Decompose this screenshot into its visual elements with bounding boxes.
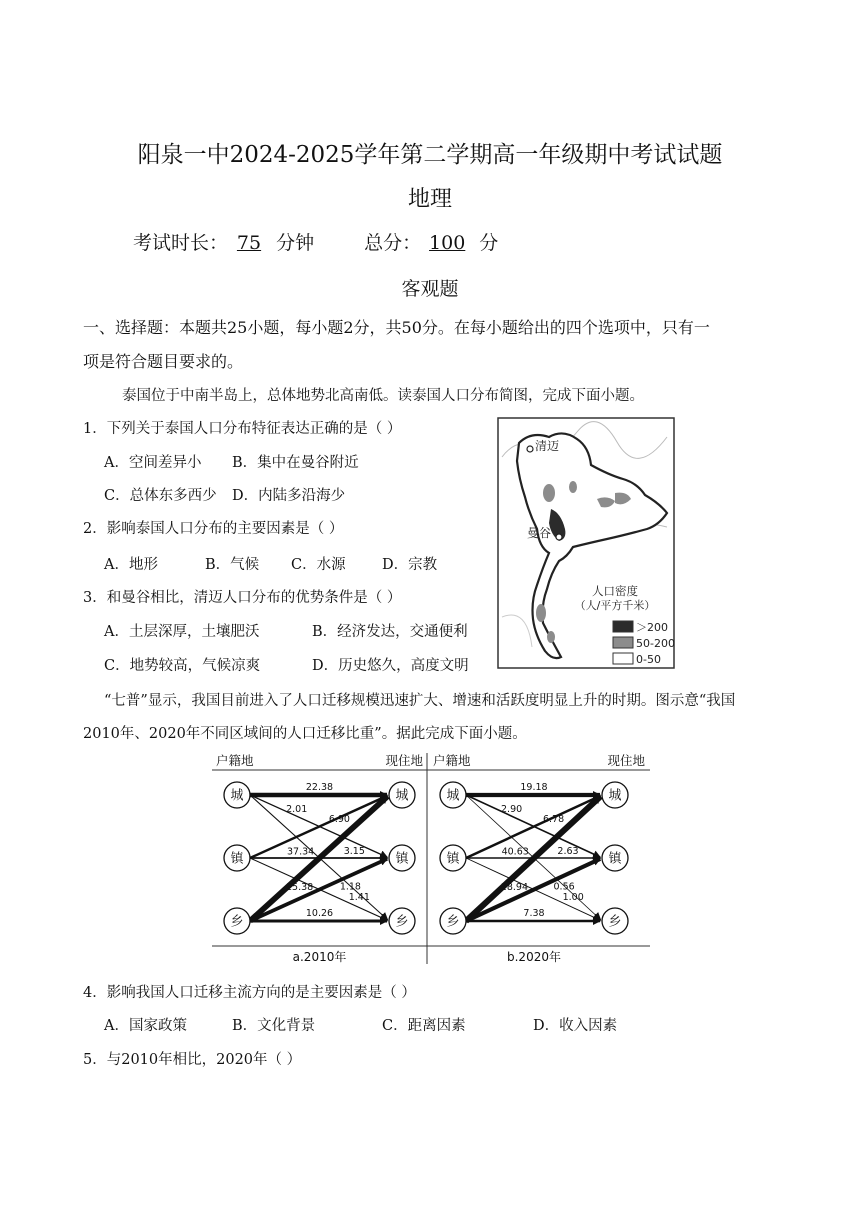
q3-option-a[interactable]: A．土层深厚，土壤肥沃 [104,624,260,640]
flow-value-label: 15.38 [285,881,314,893]
bangkok-label: 曼谷 [527,526,552,540]
q2-option-d[interactable]: D．宗教 [382,557,438,573]
passage-2-line-2: 2010年、2020年不同区域间的人口迁移比重”。据此完成下面小题。 [83,726,527,742]
node-label: 城 [446,788,460,804]
q2-option-c[interactable]: C．水源 [291,557,346,573]
passage-2-line-1: “七普”显示，我国目前进入了人口迁移规模迅速扩大、增速和活跃度明显上升的时期。图示意“我国 [104,693,736,709]
legend-label-low: 0-50 [636,653,661,666]
flow-value-label: 7.38 [523,908,545,919]
q4-option-b[interactable]: B．文化背景 [232,1018,316,1034]
node-label: 城 [230,788,244,804]
q3-option-b[interactable]: B．经济发达，交通便利 [312,624,468,640]
node-label: 镇 [230,851,244,867]
q3-option-d[interactable]: D．历史悠久，高度文明 [312,658,469,674]
exam-subject: 地理 [407,187,452,212]
score-unit: 分 [479,232,499,254]
question-4-stem: 4．影响我国人口迁移主流方向的是主要因素是（ ） [83,985,416,1001]
thailand-population-map [497,417,675,669]
time-label: 考试时长： [133,232,229,254]
passage-1: 泰国位于中南半岛上，总体地势北高南低。读泰国人口分布简图，完成下面小题。 [122,388,644,404]
flow-value-label: 37.34 [286,846,315,858]
question-3-stem: 3．和曼谷相比，清迈人口分布的优势条件是（ ） [83,590,402,606]
node-label: 乡 [230,914,244,930]
node-label: 乡 [608,914,622,930]
flow-value-label: 1.00 [562,892,584,904]
chiang-mai-label: 清迈 [535,439,560,453]
legend-title: 人口密度 [592,584,638,598]
q4-option-d[interactable]: D．收入因素 [533,1018,618,1034]
legend-swatch-low [613,653,633,664]
exam-title: 阳泉一中2024-2025学年第二学期高一年级期中考试试题 [137,142,723,168]
node-label: 城 [608,788,622,804]
node-label: 城 [395,788,409,804]
flow-value-label: 10.26 [305,908,334,919]
legend-unit: （人/平方千米） [574,599,656,612]
density-50-200-area [547,631,555,643]
q2-option-b[interactable]: B．气候 [205,557,260,573]
flow-value-label: 6.78 [543,814,565,826]
score-value: 100 [429,232,466,254]
flow-value-label: 2.90 [501,804,523,815]
density-50-200-area [543,484,555,502]
q1-option-c[interactable]: C．总体东多西少 [104,488,217,504]
q4-option-c[interactable]: C．距离因素 [382,1018,466,1034]
flow-value-label: 3.15 [343,846,365,857]
header-destination: 现住地 [607,753,645,768]
question-1-stem: 1．下列关于泰国人口分布特征表达正确的是（ ） [83,421,402,437]
flow-value-label: 0.56 [553,881,575,893]
migration-flow-diagram [212,751,650,966]
score-label: 总分： [364,232,422,254]
header-origin: 户籍地 [216,753,254,768]
instruction-line-2: 项是符合题目要求的。 [83,352,244,371]
flow-value-label: 1.41 [348,892,370,904]
flow-value-label: 2.01 [286,804,308,815]
question-2-stem: 2．影响泰国人口分布的主要因素是（ ） [83,521,344,537]
legend-label-high: ＞200 [636,621,668,634]
chiang-mai-marker [527,446,533,452]
panel-label: b.2020年 [507,950,561,964]
q1-option-d[interactable]: D．内陆多沿海少 [232,488,346,504]
flow-value-label: 2.63 [557,846,579,857]
node-label: 乡 [446,914,460,930]
node-label: 镇 [446,851,460,867]
q3-option-c[interactable]: C．地势较高，气候凉爽 [104,658,261,674]
panel-label: a.2010年 [292,950,347,964]
bangkok-marker [556,534,562,540]
time-unit: 分钟 [276,232,315,254]
time-value: 75 [236,232,262,254]
question-5-stem: 5．与2010年相比，2020年（ ） [83,1052,302,1068]
flow-value-label: 18.94 [500,881,529,893]
q2-option-a[interactable]: A．地形 [104,557,158,573]
instruction-line-1: 一、选择题：本题共25小题，每小题2分，共50分。在每小题给出的四个选项中，只有一 [83,318,710,337]
legend-swatch-medium [613,637,633,648]
node-label: 镇 [395,851,409,867]
flow-value-label: 22.38 [305,782,334,793]
header-destination: 现住地 [385,753,423,768]
node-label: 乡 [395,914,409,930]
flow-value-label: 40.63 [501,846,529,858]
flow-value-label: 19.18 [520,782,548,793]
node-label: 镇 [608,851,622,867]
q1-option-a[interactable]: A．空间差异小 [104,455,202,471]
flow-value-label: 6.90 [328,814,350,826]
flow-value-label: 1.18 [339,881,361,893]
legend-label-medium: 50-200 [636,637,675,650]
flow-arrow [250,796,387,858]
q1-option-b[interactable]: B．集中在曼谷附近 [232,455,359,471]
density-50-200-area [536,604,546,622]
header-origin: 户籍地 [433,753,471,768]
section-title: 客观题 [401,278,459,300]
density-50-200-area [569,481,577,493]
q4-option-a[interactable]: A．国家政策 [104,1018,187,1034]
exam-meta [133,228,498,255]
legend-swatch-high [613,621,633,632]
